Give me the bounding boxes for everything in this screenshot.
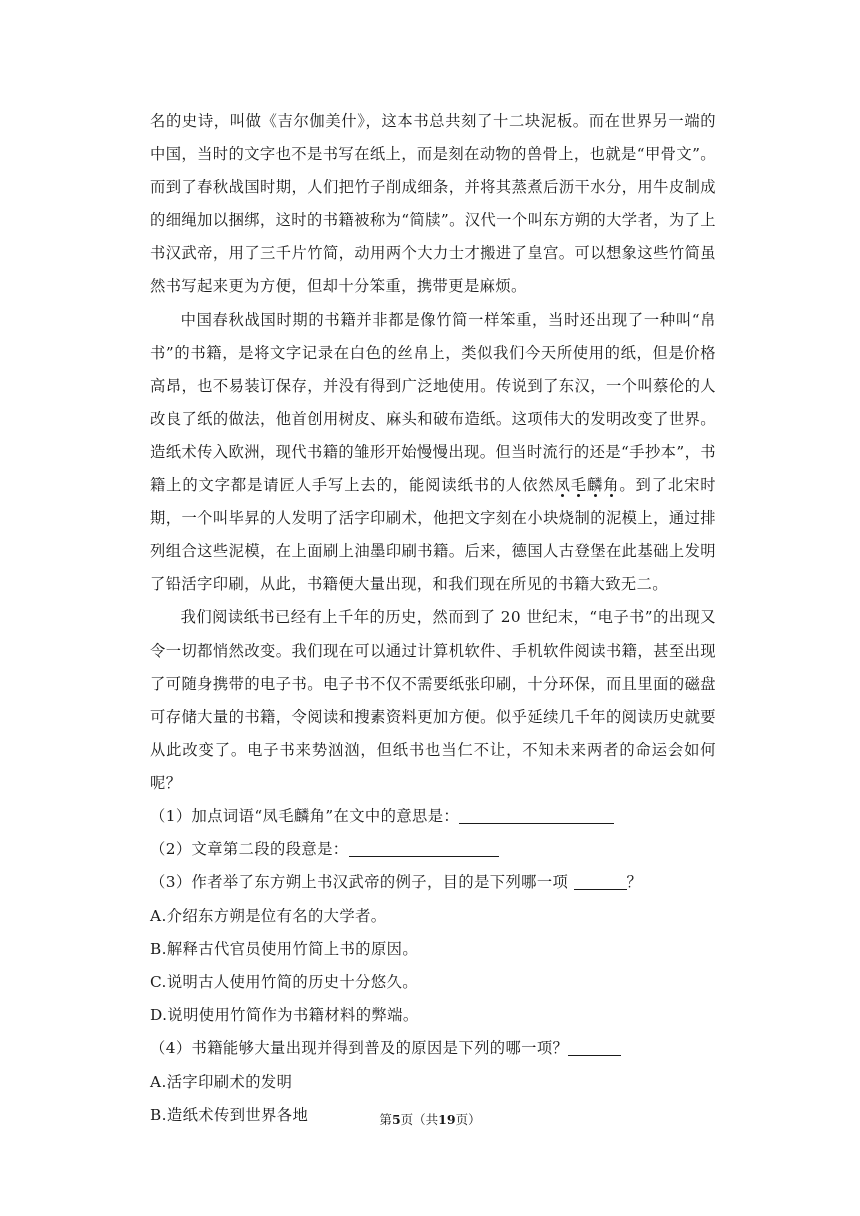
question-4 bbox=[150, 1032, 716, 1065]
paragraph-2-text-b: 。到了北宋时期，一个叫毕昇的人发明了活字印刷术，他把文字刻在小块烧制的泥模上，通过排列组合这些泥模，在上面刷上油墨印刷书籍。后来，德国人古登堡在此基础上发明了铅活字印刷，从此，书籍便大量出现，和我们现在所见的书籍大致无二。 bbox=[150, 476, 716, 594]
question-3-end: ？ bbox=[626, 873, 643, 892]
question-3-text: （3）作者举了东方朔上书汉武帝的例子，目的是下列哪一项 bbox=[150, 873, 569, 892]
question-4-text: （4）书籍能够大量出现并得到普及的原因是下列的哪一项？ bbox=[150, 1039, 569, 1058]
answer-blank-4[interactable] bbox=[568, 1039, 621, 1056]
answer-blank-3[interactable] bbox=[574, 873, 627, 890]
answer-blank-1[interactable] bbox=[459, 807, 614, 824]
footer-suffix: 页） bbox=[455, 1112, 481, 1127]
answer-blank-2[interactable] bbox=[349, 840, 499, 857]
option-3d: D.说明使用竹简作为书籍材料的弊端。 bbox=[150, 1006, 419, 1025]
passage-paragraph-1: 名的史诗，叫做《吉尔伽美什》，这本书总共刻了十二块泥板。而在世界另一端的中国，当时的文字也不是书写在纸上，而是刻在动物的兽骨上，也就是“甲骨文”。而到了春秋战国时期，人们把竹子削成细条，并将其蒸煮后沥干水分，用牛皮制成的细绳加以捆绑，这时的书籍被称为“简牍”。汉代一个叫东方朔的大学者，为了上书汉武帝，用了三千片竹简，动用两个大力士才搬进了皇宫。可以想象这些竹简虽然书写起来更为方便，但却十分笨重，携带更是麻烦。 bbox=[150, 112, 716, 296]
passage-paragraph-2 bbox=[150, 304, 716, 602]
passage-paragraph-3: 我们阅读纸书已经有上千年的历史，然而到了 20 世纪末，“电子书”的出现又令一切都悄然改变。我们现在可以通过计算机软件、手机软件阅读书籍，甚至出现了可随身携带的电子书。电子书不仅不需要纸张印刷，十分环保，而且里面的磁盘可存储大量的书籍，令阅读和搜素资料更加方便。似乎延续几千年的阅读历史就要从此改变了。电子书来势汹汹，但纸书也当仁不让，不知未来两者的命运会如何呢？ bbox=[150, 608, 716, 792]
question-1 bbox=[150, 800, 716, 833]
option-4b: B.造纸术传到世界各地 bbox=[150, 1105, 309, 1124]
question-2-text: （2）文章第二段的段意是： bbox=[150, 840, 349, 859]
option-4a: A.活字印刷术的发明 bbox=[150, 1072, 293, 1091]
footer-total-pages: 19 bbox=[438, 1112, 456, 1127]
page-footer bbox=[0, 1110, 860, 1128]
dotted-char-3: 麟 bbox=[586, 476, 604, 495]
option-3c: C.说明古人使用竹简的历史十分悠久。 bbox=[150, 972, 418, 991]
footer-page-number: 5 bbox=[391, 1112, 401, 1127]
question-2 bbox=[150, 833, 716, 866]
dotted-char-2: 毛 bbox=[570, 476, 587, 495]
document-page bbox=[150, 105, 716, 1132]
question-3 bbox=[150, 866, 716, 899]
option-3a: A.介绍东方朔是位有名的大学者。 bbox=[150, 906, 387, 925]
footer-prefix: 第 bbox=[379, 1112, 392, 1127]
option-3b: B.解释古代官员使用竹简上书的原因。 bbox=[150, 939, 419, 958]
question-1-text: （1）加点词语“凤毛麟角”在文中的意思是： bbox=[150, 806, 460, 825]
footer-mid: 页（共 bbox=[400, 1112, 439, 1127]
dotted-char-4: 角 bbox=[603, 476, 620, 495]
paragraph-2-text-a: 中国春秋战国时期的书籍并非都是像竹简一样笨重，当时还出现了一种叫“帛书”的书籍，是将文字记录在白色的丝帛上，类似我们今天所使用的纸，但是价格高昂，也不易装订保存，并没有得到广泛地使用。传说到了东汉，一个叫蔡伦的人改良了纸的做法，他首创用树皮、麻头和破布造纸。这项伟大的发明改变了世界。造纸术传入欧洲，现代书籍的雏形开始慢慢出现。但当时流行的还是“手抄本”，书籍上的文字都是请匠人手写上去的，能阅读纸书的人依然 bbox=[150, 310, 716, 495]
dotted-char-1: 凤 bbox=[554, 476, 571, 495]
